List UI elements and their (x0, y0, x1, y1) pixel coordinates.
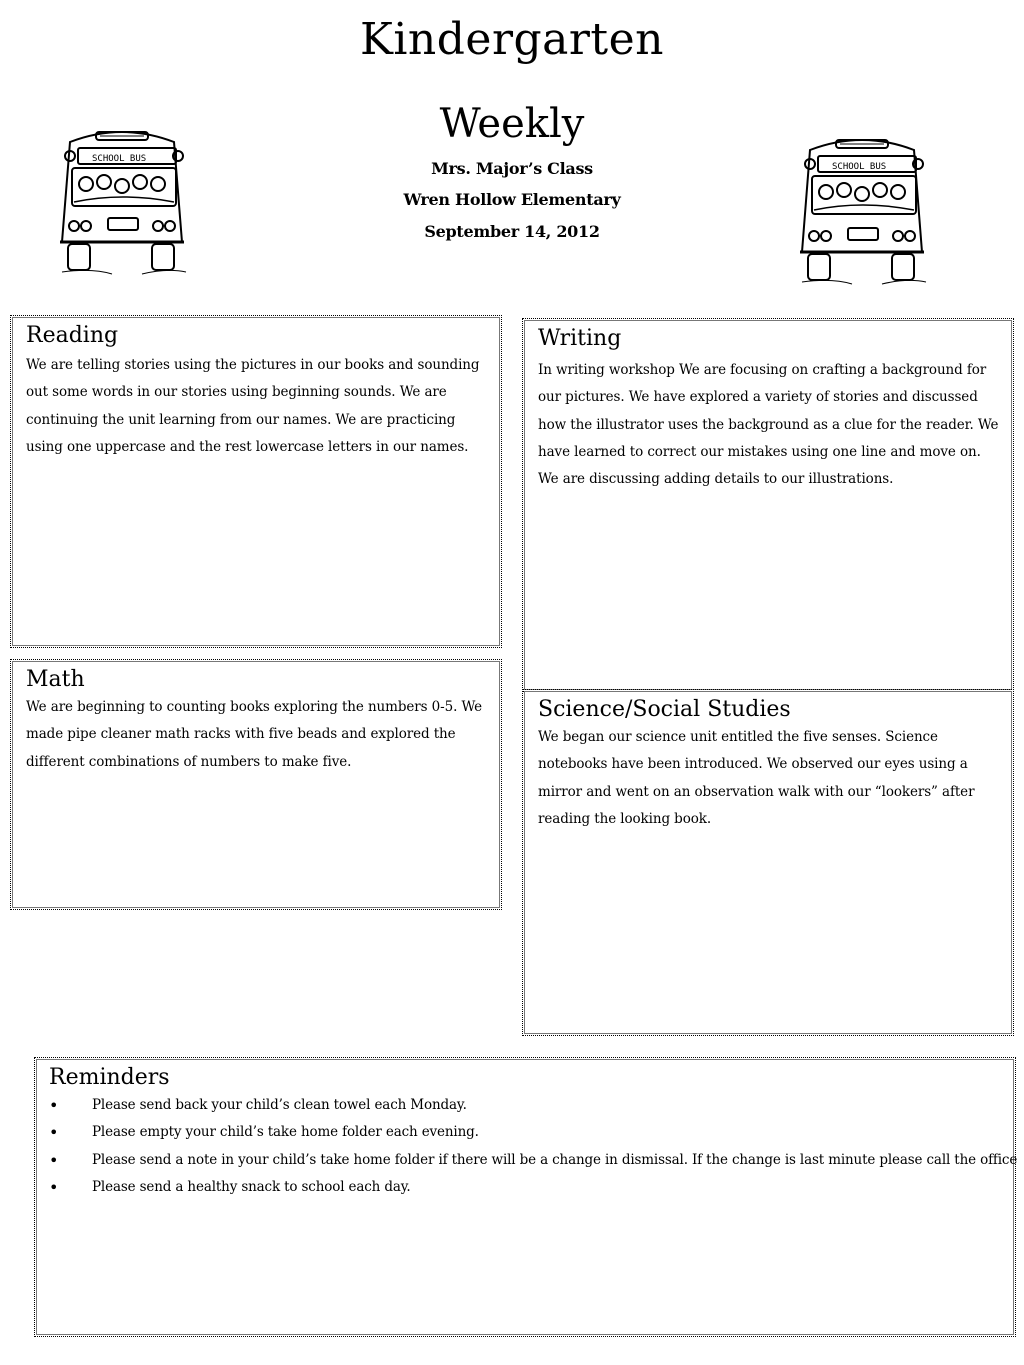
school-bus-icon (792, 130, 932, 292)
bullet-icon: • (49, 1123, 59, 1143)
science-social-studies-section (522, 689, 1014, 1036)
bullet-icon: • (49, 1177, 59, 1197)
newsletter-date: September 14, 2012 (424, 222, 600, 241)
list-item: • Please send back your child’s clean towel each Monday. (49, 1092, 1005, 1119)
reading-heading: Reading (26, 323, 119, 348)
math-text: We are beginning to counting books exploring the numbers 0-5. We made pipe cleaner math racks with five beads and explored the different combinations of numbers to make five. (26, 699, 483, 770)
newsletter-subtitle: Weekly (439, 101, 585, 147)
bullet-icon: • (49, 1096, 59, 1115)
svg-text:SCHOOL BUS: SCHOOL BUS (832, 162, 887, 172)
writing-text: In writing workshop We are focusing on crafting a background for our pictures. We have explored a variety of stories and discussed how the illustrator uses the background as a clue for the reader. We have learned to correct our mistakes using one line and move on. We are discussing adding details to our illustrations. (538, 362, 999, 488)
writing-section (522, 318, 1014, 692)
reminders-heading: Reminders (49, 1065, 170, 1090)
writing-heading: Writing (538, 326, 622, 351)
list-item: • Please send a healthy snack to school each day. (49, 1174, 1005, 1201)
reading-text: We are telling stories using the pictures in our books and sounding out some words in our stories using beginning sounds. We are continuing the unit learning from our names. We are practicing using one uppercase and the rest lowercase letters in our names. (26, 357, 480, 455)
list-item: • Please empty your child’s take home folder each evening. (49, 1119, 1005, 1146)
science-text: We began our science unit entitled the five senses. Science notebooks have been introduced. We observed our eyes using a mirror and went on an observation walk with our “lookers” after reading the looking book. (538, 729, 975, 827)
science-heading: Science/Social Studies (538, 697, 791, 722)
svg-text:SCHOOL BUS: SCHOOL BUS (92, 154, 147, 164)
newsletter-title: Kindergarten (359, 14, 664, 65)
reading-section (10, 315, 502, 648)
bullet-icon: • (49, 1150, 59, 1170)
math-heading: Math (26, 667, 85, 692)
math-section (10, 659, 502, 910)
school-bus-icon (52, 122, 192, 282)
class-name: Mrs. Major’s Class (431, 159, 593, 178)
reminders-list (49, 1092, 1018, 1201)
school-name: Wren Hollow Elementary (403, 190, 621, 209)
reminders-section (34, 1057, 1016, 1337)
list-item: • Please send a note in your child’s take home folder if there will be a change in dismissal. If the change is last minute please call the office (49, 1147, 1005, 1174)
